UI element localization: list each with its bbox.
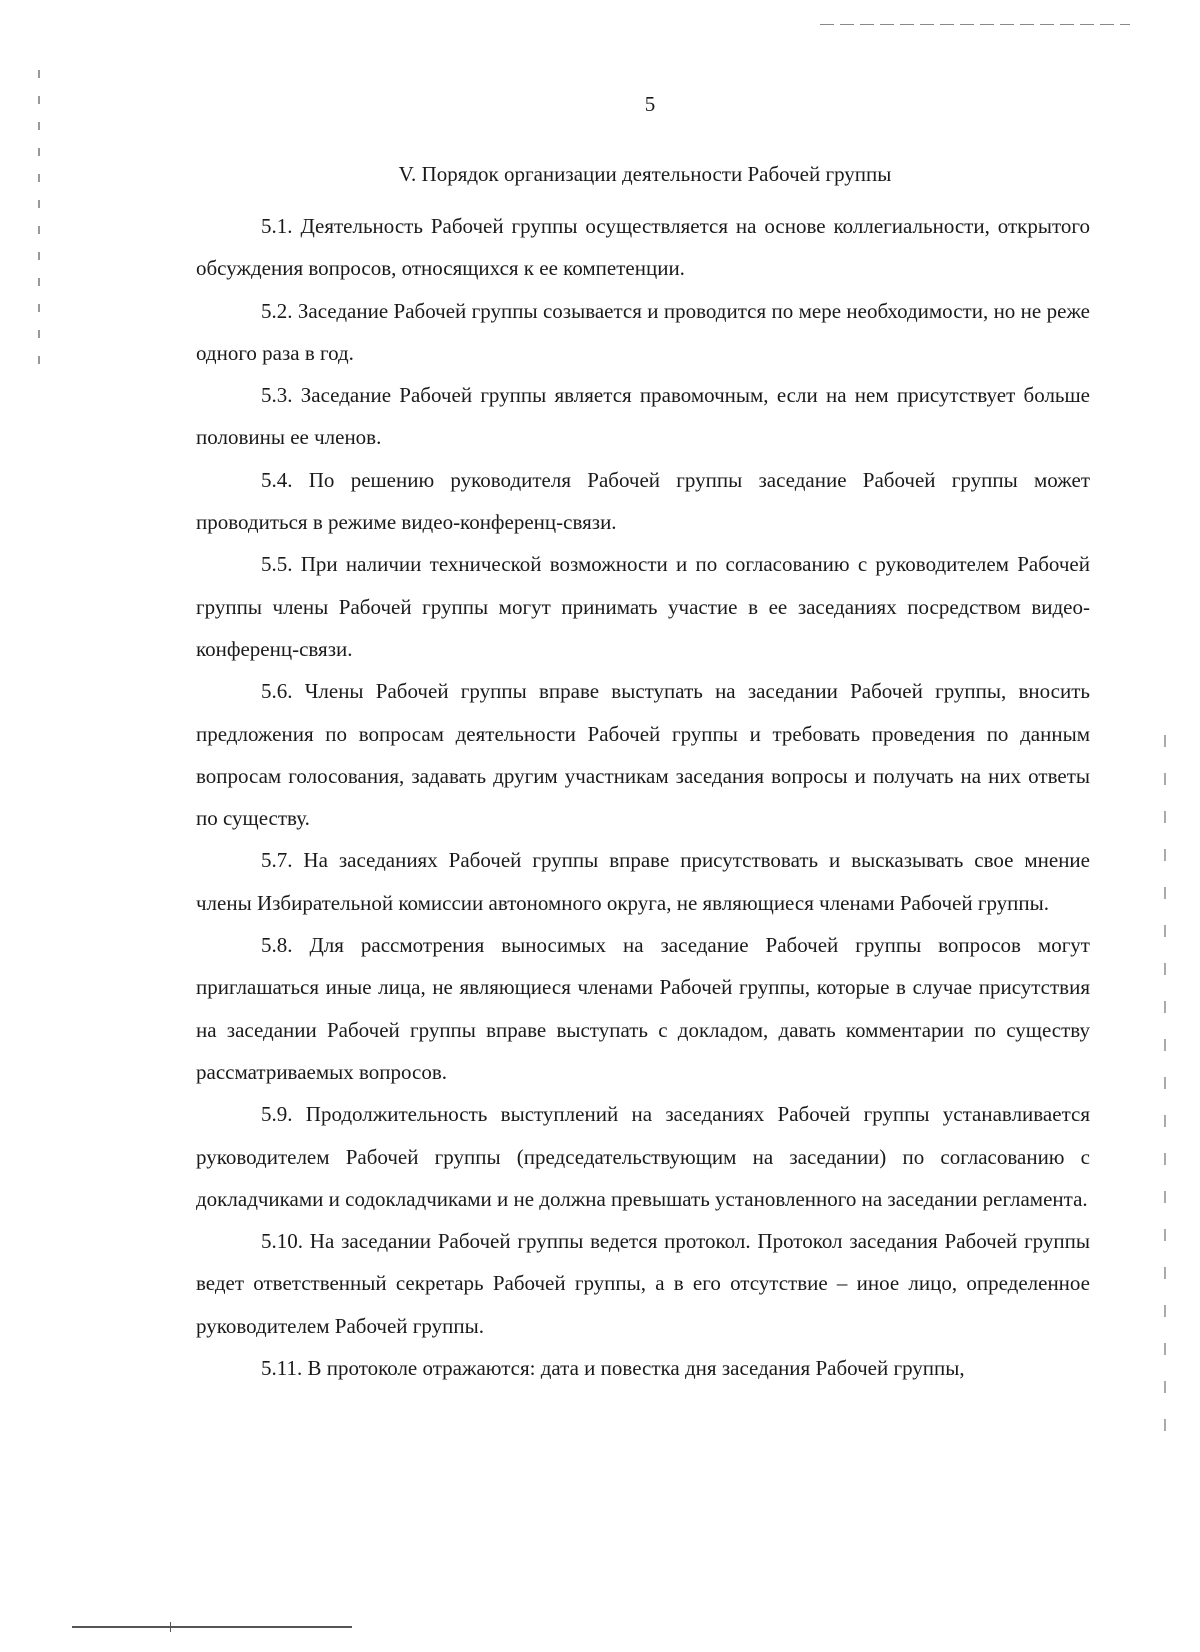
paragraph-5-7: 5.7. На заседаниях Рабочей группы вправе присутствовать и высказывать свое мнение члены Избирательной комиссии автономного округа, не являющиеся членами Рабочей группы. xyxy=(196,848,1090,915)
page-number: 5 xyxy=(644,92,656,116)
paragraph-5-6: 5.6. Члены Рабочей группы вправе выступать на заседании Рабочей группы, вносить предложения по вопросам деятельности Рабочей группы и требовать проведения по данным вопросам голосования, задавать другим участникам заседания вопросы и получать на них ответы по существу. xyxy=(196,679,1090,831)
document-body xyxy=(196,205,1090,1389)
paragraph-5-2: 5.2. Заседание Рабочей группы созывается и проводится по мере необходимости, но не реже одного раза в год. xyxy=(196,298,1090,365)
scan-artifact-bottom-line xyxy=(72,1626,352,1628)
paragraph-5-11: 5.11. В протоколе отражаются: дата и повестка дня заседания Рабочей группы, xyxy=(261,1356,965,1381)
paragraph-5-8: 5.8. Для рассмотрения выносимых на заседание Рабочей группы вопросов могут приглашаться иные лица, не являющиеся членами Рабочей группы, которые в случае присутствия на заседании Рабочей группы вправе выступать с докладом, давать комментарии по существу рассматриваемых вопросов. xyxy=(196,933,1090,1084)
section-heading: V. Порядок организации деятельности Рабочей группы xyxy=(398,162,892,186)
scan-artifact-right-marks xyxy=(1164,735,1166,1455)
paragraph-5-10: 5.10. На заседании Рабочей группы ведется протокол. Протокол заседания Рабочей группы ведет ответственный секретарь Рабочей группы, а в его отсутствие – иное лицо, определенное руководителем Рабочей группы. xyxy=(196,1229,1090,1338)
paragraph-5-3: 5.3. Заседание Рабочей группы является правомочным, если на нем присутствует больше половины ее членов. xyxy=(196,383,1090,450)
scan-artifact-bottom-tick xyxy=(170,1622,171,1632)
paragraph-5-9: 5.9. Продолжительность выступлений на заседаниях Рабочей группы устанавливается руководителем Рабочей группы (председательствующим на заседании) по согласованию с докладчиками и содокладчиками и не должна превышать установленного на заседании регламента. xyxy=(196,1102,1090,1211)
paragraph-5-4: 5.4. По решению руководителя Рабочей группы заседание Рабочей группы может проводиться в режиме видео-конференц-связи. xyxy=(196,467,1090,535)
scan-artifact-top-line xyxy=(820,24,1130,25)
paragraph-5-1: 5.1. Деятельность Рабочей группы осуществляется на основе коллегиальности, открытого обсуждения вопросов, относящихся к ее компетенции. xyxy=(196,214,1090,281)
paragraph-5-5: 5.5. При наличии технической возможности и по согласованию с руководителем Рабочей группы члены Рабочей группы могут принимать участие в ее заседаниях посредством видео-конференц-связи. xyxy=(196,552,1090,661)
